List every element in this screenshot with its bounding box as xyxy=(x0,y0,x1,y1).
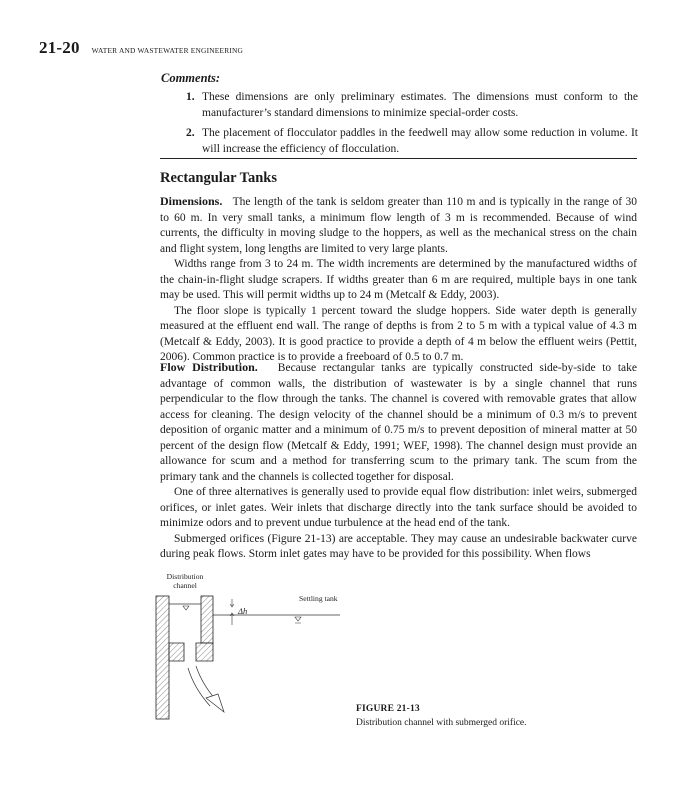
comment-number: 2. xyxy=(186,127,195,139)
dimensions-paragraph: Widths range from 3 to 24 m. The width increments are determined by the manufactured widths of the chain-in-flight sludge scrapers. If widths greater than 6 m are required, multiple bays in one tank may be used. This will permit widths up to 24 m (Metcalf & Eddy, 2003). xyxy=(160,258,637,301)
section-divider xyxy=(160,158,637,159)
channel-floor-right xyxy=(196,643,213,661)
settling-tank-label: Settling tank xyxy=(299,594,338,603)
right-wall-upper xyxy=(201,596,213,643)
dimensions-block xyxy=(160,194,637,366)
figure-label: FIGURE 21-13 xyxy=(356,704,420,714)
figure-diagram xyxy=(150,570,360,730)
figure-description: Distribution channel with submerged orifice. xyxy=(356,718,527,728)
comments-heading: Comments: xyxy=(161,71,221,85)
figure-caption xyxy=(356,704,616,728)
flow-run-in: Flow Distribution. xyxy=(160,360,258,374)
flow-paragraph: One of three alternatives is generally used to provide equal flow distribution: inlet weirs, submerged orifices, or inlet gates. Weir inlets that discharge directly into the tank surface should be avoided to minimize odors and to prevent undue turbulence at the head end of the tank. xyxy=(160,486,637,529)
book-title: WATER AND WASTEWATER ENGINEERING xyxy=(91,46,244,55)
comment-text: These dimensions are only preliminary estimates. The dimensions must conform to the manufacturer’s standard dimensions to minimize special-order costs. xyxy=(202,91,638,119)
comment-number: 1. xyxy=(186,91,195,103)
water-level-symbol xyxy=(183,606,189,610)
flow-distribution-block xyxy=(160,360,637,563)
channel-floor-left xyxy=(169,643,184,661)
orifice-diagram xyxy=(150,570,360,730)
water-level-symbol xyxy=(295,617,301,621)
flow-arrow-icon xyxy=(206,694,224,712)
flow-text: Because rectangular tanks are typically constructed side-by-side to take advantage of common walls, the distribution of wastewater is by a single channel that runs perpendicular to the flow through the tanks. The channel is covered with removable grates that allow access for cleaning. The design velocity of the channel should be a minimum of 0.3 m/s to prevent deposition of organic matter and a minimum of 0.75 m/s to prevent deposition of mineral matter at 50 percent of the design flow (Metcalf & Eddy, 1991; WEF, 1998). The channel design must provide an allowance for scum and a method for transferring scum to the primary tank. The scum from the primary tank and the channels is collected together for disposal. xyxy=(160,362,637,483)
comment-item xyxy=(186,126,638,157)
channel-label-line2: channel xyxy=(173,581,197,590)
section-title: Rectangular Tanks xyxy=(160,170,277,186)
dimensions-text: The length of the tank is seldom greater than 110 m and is typically in the range of 30 to 60 m. In very small tanks, a minimum flow length of 3 m is recommended. Because of wind currents, the difficulty in moving sludge to the hoppers, as well as the mechanical stress on the chain and flight system, long lengths are limited to very large plants. xyxy=(160,196,638,255)
page-number: 21-20 xyxy=(39,38,80,57)
channel-label-line1: Distribution xyxy=(166,572,204,581)
flow-paragraph: Submerged orifices (Figure 21-13) are acceptable. They may cause an undesirable backwater curve during peak flows. Storm inlet gates may have to be provided for this possibility. When flows xyxy=(160,532,637,560)
dimensions-run-in: Dimensions. xyxy=(160,194,223,208)
dimensions-paragraph: The floor slope is typically 1 percent toward the sludge hoppers. Side water depth is generally measured at the effluent end wall. The range of depths is from 2 to 5 m with a typical value of 4.3 m (Metcalf & Eddy, 2003). It is good practice to provide a depth of 4 m below the effluent weirs (Pettit, 2006). Common practice is to provide a freeboard of 0.5 to 0.7 m. xyxy=(160,304,637,363)
running-head xyxy=(39,38,243,58)
comments-list xyxy=(186,90,638,162)
dimensions-paragraph xyxy=(160,194,637,257)
comment-item xyxy=(186,90,638,121)
left-wall xyxy=(156,596,169,719)
flow-paragraph xyxy=(160,360,637,485)
comment-text: The placement of flocculator paddles in the feedwell may allow some reduction in volume. It will increase the efficiency of flocculation. xyxy=(202,127,638,155)
flow-path-line xyxy=(196,666,216,700)
head-loss-label: Δh xyxy=(238,606,248,616)
